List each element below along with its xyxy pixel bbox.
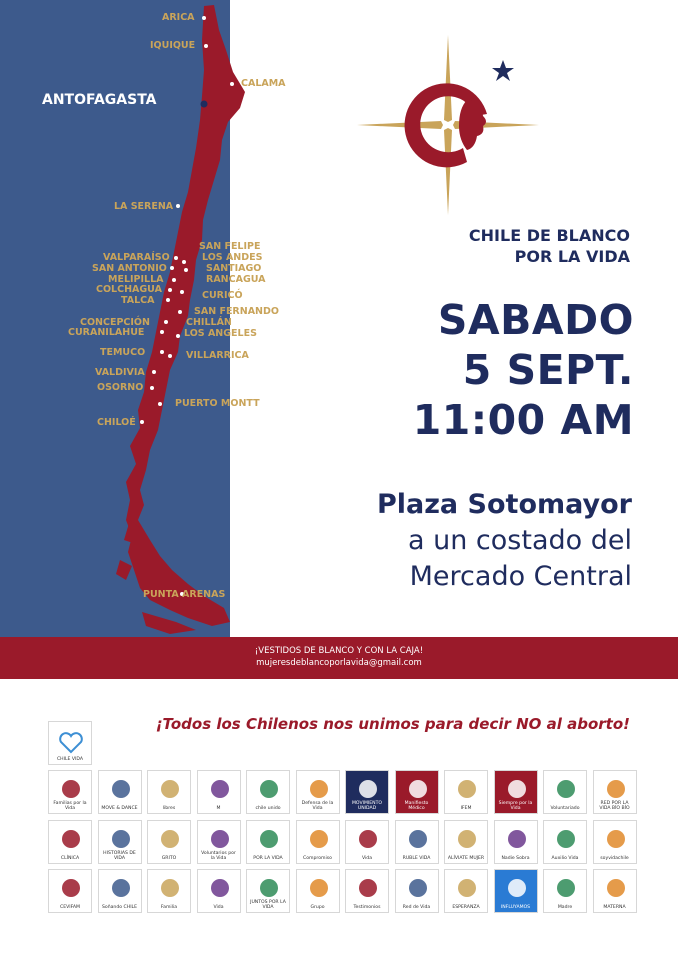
- sponsor-logo: Madre: [543, 869, 587, 913]
- sponsor-logo: MOVIMIENTO UNIDAD: [345, 770, 389, 814]
- sponsor-logo: Red de Vida: [395, 869, 439, 913]
- sponsor-logo: GRITO: [147, 820, 191, 864]
- city-label: VILLARRICA: [186, 350, 249, 361]
- city-label: SAN FELIPE: [199, 241, 261, 252]
- sponsor-logo: RED POR LA VIDA BÍO BÍO: [593, 770, 637, 814]
- city-label: IQUIQUE: [150, 40, 196, 51]
- city-label: COLCHAGUA: [96, 284, 162, 295]
- city-label: MELIPILLA: [108, 274, 164, 285]
- city-label: SAN ANTONIO: [92, 263, 167, 274]
- sponsor-logo: CLÍNICA: [48, 820, 92, 864]
- slogan: ¡Todos los Chilenos nos unimos para decir NO al aborto!: [155, 715, 630, 733]
- sponsor-logo: POR LA VIDA: [246, 820, 290, 864]
- event-time: 11:00 AM: [412, 396, 634, 444]
- sponsor-logo: CEVIFAM: [48, 869, 92, 913]
- city-label: CHILLÁN: [186, 317, 232, 328]
- event-title-line-1: CHILE DE BLANCO: [468, 226, 630, 245]
- antofagasta-marker: [201, 101, 208, 108]
- event-place-detail-2: Mercado Central: [409, 561, 632, 592]
- band-callout: ¡VESTIDOS DE BLANCO Y CON LA CAJA!: [254, 646, 424, 656]
- city-label: OSORNO: [97, 382, 144, 393]
- sponsor-logo: Familia: [147, 869, 191, 913]
- city-label: RANCAGUA: [206, 274, 266, 285]
- sponsor-logo: CHILE VIDA: [48, 721, 92, 765]
- city-label: CURICÓ: [202, 290, 243, 301]
- sponsor-logo: HISTORIAS DE VIDA: [98, 820, 142, 864]
- sponsor-logo: ESPERANZA: [444, 869, 488, 913]
- sponsor-logo: Testimonios: [345, 869, 389, 913]
- city-label: CHILOÉ: [97, 417, 136, 428]
- sponsor-logo: Vida: [345, 820, 389, 864]
- sponsor-logo: Soñando CHILE: [98, 869, 142, 913]
- event-place: Plaza Sotomayor: [376, 489, 632, 520]
- city-label: CURANILAHUE: [68, 327, 145, 338]
- event-location: [377, 487, 632, 595]
- sponsor-logo: INFLUYAMOS: [494, 869, 538, 913]
- sponsor-logo: soyvidachile: [593, 820, 637, 864]
- city-label: PUERTO MONTT: [175, 398, 260, 409]
- sponsor-logo: Grupo: [296, 869, 340, 913]
- sponsor-logo: M: [197, 770, 241, 814]
- sponsor-logo: Voluntarios por la Vida: [197, 820, 241, 864]
- sponsor-logo: Voluntariado: [543, 770, 587, 814]
- city-label: TALCA: [121, 295, 155, 306]
- city-label: LOS ANDES: [202, 252, 263, 263]
- sponsor-logo: IFEM: [444, 770, 488, 814]
- city-label: CONCEPCIÓN: [80, 317, 150, 328]
- event-datetime: [413, 295, 634, 445]
- band-email[interactable]: mujeresdeblancoporlavida@gmail.com: [256, 658, 422, 668]
- info-band: [0, 637, 678, 679]
- sponsor-logo: Auxilio Vida: [543, 820, 587, 864]
- sponsor-logo: JUNTOS POR LA VIDA: [246, 869, 290, 913]
- sponsor-logo: ALÍVIATE MUJER: [444, 820, 488, 864]
- sponsor-logo: MOVE & DANCE: [98, 770, 142, 814]
- sponsor-logo: MATERNA: [593, 869, 637, 913]
- sponsor-logo: Manifiesto Médico: [395, 770, 439, 814]
- event-day: SABADO: [437, 296, 634, 344]
- sponsor-logo: Nadie Sobra: [494, 820, 538, 864]
- city-label: CALAMA: [241, 78, 286, 89]
- city-label: PUNTA ARENAS: [143, 589, 226, 600]
- event-date: 5 SEPT.: [462, 346, 634, 394]
- event-title: [469, 225, 630, 267]
- sponsor-logo: Defensa de la Vida: [296, 770, 340, 814]
- sponsor-logo: Compromiso: [296, 820, 340, 864]
- event-title-line-2: POR LA VIDA: [514, 247, 630, 266]
- city-label: VALDIVIA: [95, 367, 145, 378]
- city-label: LA SERENA: [114, 201, 174, 212]
- sponsor-logo: RUBLE VIDA: [395, 820, 439, 864]
- city-label: SANTIAGO: [206, 263, 262, 274]
- city-label: TEMUCO: [100, 347, 146, 358]
- sponsor-logo: libres: [147, 770, 191, 814]
- city-label-highlight: ANTOFAGASTA: [42, 92, 157, 108]
- city-label: VALPARAÍSO: [103, 252, 170, 263]
- sponsor-logo: chile unido: [246, 770, 290, 814]
- sponsor-logo: Vida: [197, 869, 241, 913]
- city-label: SAN FERNANDO: [194, 306, 279, 317]
- event-place-detail-1: a un costado del: [408, 525, 632, 556]
- sponsor-logo: Familias por la Vida: [48, 770, 92, 814]
- sponsor-logo: Siempre por la Vida: [494, 770, 538, 814]
- city-label: LOS ANGELES: [184, 328, 257, 339]
- compass-emblem-icon: [355, 30, 545, 220]
- city-label: ARICA: [162, 12, 195, 23]
